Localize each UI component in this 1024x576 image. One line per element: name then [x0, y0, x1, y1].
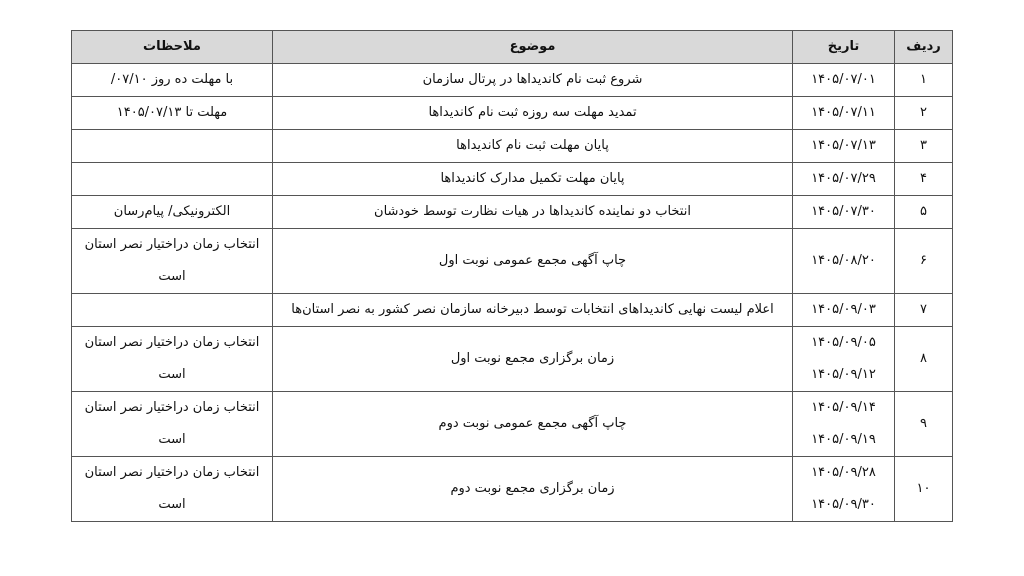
header-subject: موضوع	[273, 31, 793, 64]
date-value: ۱۴۰۵/۰۷/۱۳	[811, 138, 876, 153]
table-row	[72, 392, 953, 457]
cell-notes: الکترونیکی/ پیام‌رسان	[72, 196, 273, 229]
cell-notes: انتخاب زمان دراختیار نصر استان است	[72, 327, 273, 392]
cell-subject: انتخاب دو نماینده کاندیداها در هیات نظارت توسط خودشان	[273, 196, 793, 229]
cell-date	[793, 294, 895, 327]
cell-subject: زمان برگزاری مجمع نوبت اول	[273, 327, 793, 392]
date-value: ۱۴۰۵/۰۷/۰۱	[811, 72, 876, 87]
cell-notes	[72, 294, 273, 327]
cell-row-number: ۲	[895, 97, 953, 130]
table-row	[72, 457, 953, 522]
table-row	[72, 64, 953, 97]
cell-notes: انتخاب زمان دراختیار نصر استان است	[72, 457, 273, 522]
table-row	[72, 130, 953, 163]
cell-date	[793, 97, 895, 130]
header-row	[72, 31, 953, 64]
cell-subject: چاپ آگهی مجمع عمومی نوبت اول	[273, 229, 793, 294]
date-value: ۱۴۰۵/۰۷/۲۹	[811, 171, 876, 186]
cell-row-number: ۶	[895, 229, 953, 294]
cell-notes	[72, 130, 273, 163]
cell-notes: مهلت تا ۱۴۰۵/۰۷/۱۳	[72, 97, 273, 130]
cell-notes	[72, 163, 273, 196]
cell-subject: اعلام لیست نهایی کاندیداهای انتخابات توسط دبیرخانه سازمان نصر کشور به نصر استان‌ها	[273, 294, 793, 327]
cell-subject: پایان مهلت تکمیل مدارک کاندیداها	[273, 163, 793, 196]
table-row	[72, 196, 953, 229]
table-row	[72, 163, 953, 196]
cell-row-number: ۷	[895, 294, 953, 327]
cell-subject: چاپ آگهی مجمع عمومی نوبت دوم	[273, 392, 793, 457]
cell-row-number: ۱۰	[895, 457, 953, 522]
cell-row-number: ۹	[895, 392, 953, 457]
date-value: ۱۴۰۵/۰۷/۱۱	[811, 105, 876, 120]
date-value: ۱۴۰۵/۰۸/۲۰	[811, 253, 876, 268]
cell-date	[793, 392, 895, 457]
cell-date	[793, 457, 895, 522]
date-value: ۱۴۰۵/۰۹/۰۳	[811, 302, 876, 317]
cell-row-number: ۳	[895, 130, 953, 163]
cell-row-number: ۴	[895, 163, 953, 196]
cell-subject: زمان برگزاری مجمع نوبت دوم	[273, 457, 793, 522]
cell-date	[793, 196, 895, 229]
date-value: ۱۴۰۵/۰۹/۰۵	[811, 335, 876, 350]
cell-row-number: ۵	[895, 196, 953, 229]
date-value: ۱۴۰۵/۰۹/۱۲	[811, 367, 876, 382]
table-header	[72, 31, 953, 64]
cell-date	[793, 130, 895, 163]
date-value: ۱۴۰۵/۰۷/۳۰	[811, 204, 876, 219]
date-value: ۱۴۰۵/۰۹/۱۴	[811, 400, 876, 415]
header-date: تاریخ	[793, 31, 895, 64]
cell-date	[793, 327, 895, 392]
cell-subject: تمدید مهلت سه روزه ثبت نام کاندیداها	[273, 97, 793, 130]
table-body	[72, 64, 953, 522]
date-value: ۱۴۰۵/۰۹/۲۸	[811, 465, 876, 480]
cell-subject: پایان مهلت ثبت نام کاندیداها	[273, 130, 793, 163]
cell-date	[793, 64, 895, 97]
table-row	[72, 294, 953, 327]
table-row	[72, 327, 953, 392]
header-row-number: ردیف	[895, 31, 953, 64]
cell-notes: انتخاب زمان دراختیار نصر استان است	[72, 229, 273, 294]
date-value: ۱۴۰۵/۰۹/۳۰	[811, 497, 876, 512]
cell-notes: انتخاب زمان دراختیار نصر استان است	[72, 392, 273, 457]
header-notes: ملاحظات	[72, 31, 273, 64]
date-value: ۱۴۰۵/۰۹/۱۹	[811, 432, 876, 447]
table-row	[72, 229, 953, 294]
table-row	[72, 97, 953, 130]
cell-date	[793, 163, 895, 196]
cell-row-number: ۸	[895, 327, 953, 392]
election-schedule-table	[71, 30, 953, 522]
cell-subject: شروع ثبت نام کاندیداها در پرتال سازمان	[273, 64, 793, 97]
cell-notes: با مهلت ده روز ۰۷/۱۰/	[72, 64, 273, 97]
cell-row-number: ۱	[895, 64, 953, 97]
cell-date	[793, 229, 895, 294]
